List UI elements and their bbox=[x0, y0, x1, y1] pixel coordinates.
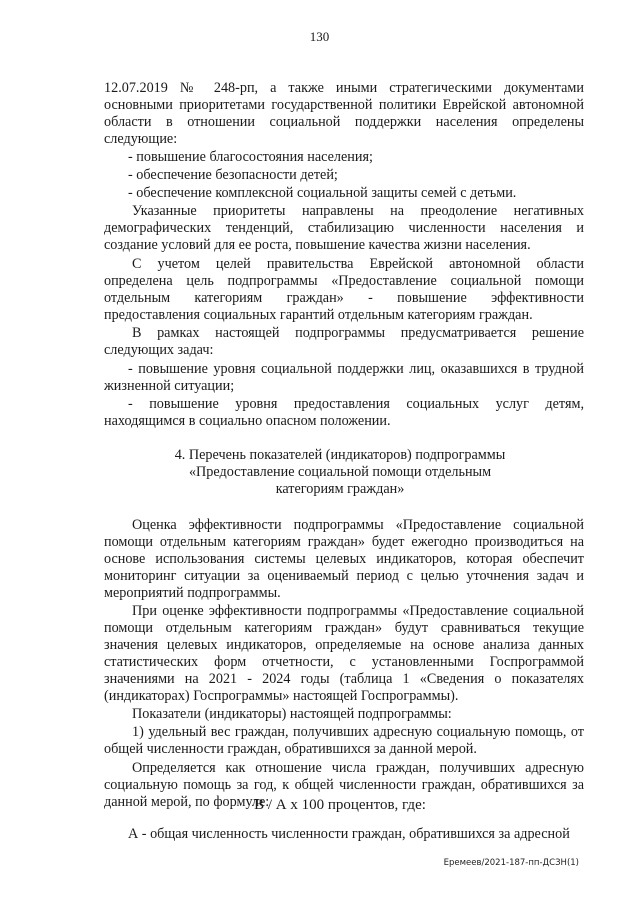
text-line: А - общая численность численности граждан, обратившихся за адресной bbox=[128, 826, 570, 842]
text-line: определена цель подпрограммы «Предоставление социальной помощи bbox=[104, 273, 584, 289]
text-line: значениями на 2021 - 2024 годы (таблица 1 «Сведения о показателях bbox=[104, 671, 584, 687]
text-line: области в отношении социальной поддержки населения определены bbox=[104, 114, 584, 130]
text-line: жизненной ситуации; bbox=[104, 378, 235, 394]
section-heading: категориям граждан» bbox=[275, 481, 405, 497]
text-line: 12.07.2019 № 248-рп, а также иными стратегическими документами bbox=[104, 80, 584, 96]
text-line: статистических форм отчетности, с установленными Госпрограммой bbox=[104, 654, 584, 670]
section-heading: 4. Перечень показателей (индикаторов) подпрограммы bbox=[174, 447, 506, 463]
text-line: мониторинг ситуации за оцениваемый период с целью уточнения задач и bbox=[104, 568, 584, 584]
text-line: помощи отдельным категориям граждан» будет ежегодно производиться на bbox=[104, 534, 584, 550]
text-line: создание условий для ее роста, повышение качества жизни населения. bbox=[104, 237, 531, 253]
text-line: При оценке эффективности подпрограммы «Предоставление социальной bbox=[132, 603, 584, 619]
text-line: В рамках настоящей подпрограммы предусматривается решение bbox=[132, 325, 584, 341]
text-line: помощи отдельным категориям граждан» будут сравниваться текущие bbox=[104, 620, 584, 636]
text-line: предоставления социальных гарантий отдельным категориям граждан. bbox=[104, 307, 533, 323]
list-item: 1) удельный вес граждан, получивших адресную социальную помощь, от bbox=[132, 724, 584, 740]
list-item: - повышение благосостояния населения; bbox=[128, 149, 373, 165]
text-line: Указанные приоритеты направлены на преодоление негативных bbox=[132, 203, 584, 219]
text-line: социальную помощь за год, к общей численности граждан, обратившихся за bbox=[104, 777, 584, 793]
section-heading: «Предоставление социальной помощи отдельным bbox=[188, 464, 492, 480]
text-line: демографических тенденций, стабилизацию численности населения и bbox=[104, 220, 584, 236]
text-line: значения целевых индикаторов, определяемые на основе анализа данных bbox=[104, 637, 584, 653]
text-line: основными приоритетами государственной политики Еврейской автономной bbox=[104, 97, 584, 113]
text-line: мероприятий подпрограммы. bbox=[104, 585, 281, 601]
list-item: - повышение уровня социальной поддержки лиц, оказавшихся в трудной bbox=[128, 361, 584, 377]
text-line: следующих задач: bbox=[104, 342, 214, 358]
text-line: С учетом целей правительства Еврейской автономной области bbox=[132, 256, 584, 272]
list-item: - обеспечение безопасности детей; bbox=[128, 167, 338, 183]
text-line: Определяется как отношение числа граждан, получивших адресную bbox=[132, 760, 584, 776]
list-item: - повышение уровня предоставления социальных услуг детям, bbox=[128, 396, 584, 412]
text-line: (индикаторах) Госпрограммы» настоящей Госпрограммы). bbox=[104, 688, 459, 704]
text-line: Оценка эффективности подпрограммы «Предоставление социальной bbox=[132, 517, 584, 533]
page-number: 130 bbox=[309, 29, 330, 44]
list-item: - обеспечение комплексной социальной защиты семей с детьми. bbox=[128, 185, 517, 201]
text-line: Показатели (индикаторы) настоящей подпрограммы: bbox=[132, 706, 452, 722]
text-line: общей численности граждан, обратившихся за данной мерой. bbox=[104, 741, 477, 757]
text-line: данной мерой, по формуле: bbox=[104, 794, 270, 810]
text-line: находящимся в социально опасном положении. bbox=[104, 413, 391, 429]
text-line: следующие: bbox=[104, 131, 178, 147]
text-line: основе использования системы целевых индикаторов, которая обеспечит bbox=[104, 551, 584, 567]
text-line: отдельным категориям граждан» - повышение эффективности bbox=[104, 290, 584, 306]
document-footer-code: Еремеев/2021-187-пп-ДСЗН(1) bbox=[443, 858, 579, 868]
formula: В / А х 100 процентов, где: bbox=[254, 797, 426, 813]
